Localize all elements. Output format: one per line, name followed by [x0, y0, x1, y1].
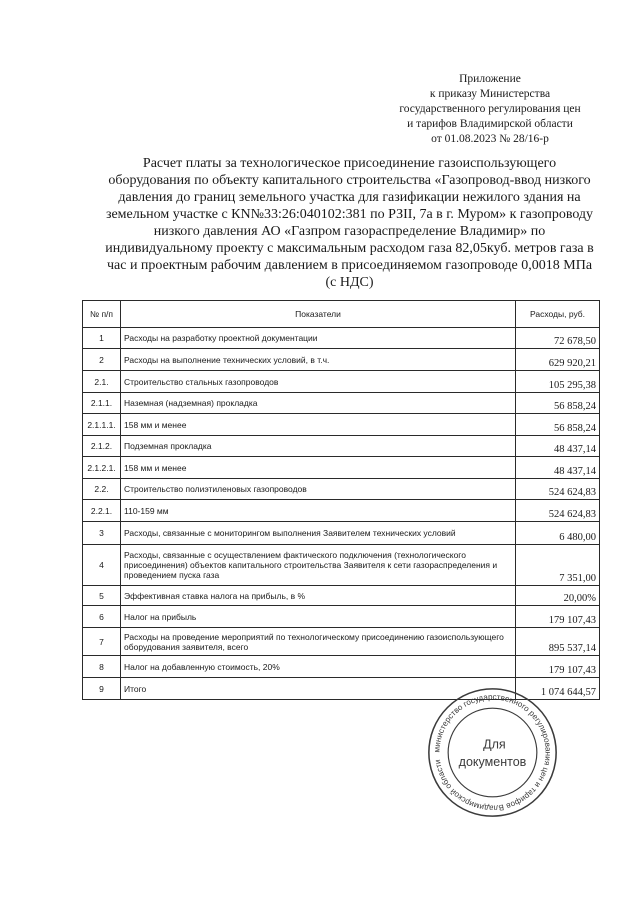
table-row — [83, 371, 600, 393]
row-amount: 56 858,24 — [516, 414, 600, 436]
row-num: 2 — [83, 349, 121, 371]
row-num: 2.1.1. — [83, 393, 121, 414]
table-row — [83, 414, 600, 436]
title-line: оборудования по объекту капитального строительства «Газопровод-ввод низкого — [108, 173, 591, 188]
row-num: 7 — [83, 628, 121, 656]
appendix-line: к приказу Министерства — [429, 88, 551, 100]
table-row — [83, 586, 600, 606]
appendix-line: государственного регулирования цен — [399, 103, 581, 115]
row-name: Наземная (надземная) прокладка — [121, 393, 516, 414]
row-amount: 48 437,14 — [516, 457, 600, 479]
document-title — [82, 155, 617, 291]
header-name: Показатели — [121, 301, 516, 328]
row-amount: 7 351,00 — [516, 545, 600, 586]
row-amount: 179 107,43 — [516, 606, 600, 628]
row-name: 158 мм и менее — [121, 457, 516, 479]
table-row — [83, 545, 600, 586]
stamp-center-line: Для — [483, 737, 506, 752]
row-amount: 524 624,83 — [516, 500, 600, 522]
row-amount: 72 678,50 — [516, 328, 600, 349]
title-line: час и проектным рабочим давлением в присоединяемом газопроводе 0,0018 МПа — [106, 258, 593, 273]
row-amount: 6 480,00 — [516, 522, 600, 545]
title-line: индивидуальному проекту с максимальным расходом газа 82,05куб. метров газа в — [105, 241, 594, 256]
row-num: 5 — [83, 586, 121, 606]
row-name: Итого — [121, 678, 516, 700]
title-line: Расчет платы за технологическое присоединение газоиспользующего — [142, 156, 557, 171]
row-num: 6 — [83, 606, 121, 628]
row-name: Налог на прибыль — [121, 606, 516, 628]
row-name: Эффективная ставка налога на прибыль, в % — [121, 586, 516, 606]
appendix-line: от 01.08.2023 № 28/16-р — [431, 133, 549, 145]
row-amount: 20,00% — [516, 586, 600, 606]
row-amount: 56 858,24 — [516, 393, 600, 414]
row-name: Налог на добавленную стоимость, 20% — [121, 656, 516, 678]
stamp-inner-ring — [448, 708, 537, 797]
table-row — [83, 436, 600, 457]
row-amount: 895 537,14 — [516, 628, 600, 656]
row-name: Расходы, связанные с мониторингом выполнения Заявителем технических условий — [121, 522, 516, 545]
title-line: земельном участке с КN№33:26:040102:381 по РЗII, 7а в г. Муром» к газопроводу — [105, 207, 594, 222]
appendix-header — [380, 72, 600, 147]
table-row — [83, 479, 600, 500]
table-row — [83, 500, 600, 522]
row-name: Расходы на выполнение технических условий, в т.ч. — [121, 349, 516, 371]
table-row — [83, 328, 600, 349]
table-row — [83, 457, 600, 479]
row-amount: 524 624,83 — [516, 479, 600, 500]
title-line: давления до границ земельного участка для газификации нежилого здания на — [118, 190, 581, 205]
row-amount: 1 074 644,57 — [516, 678, 600, 700]
row-num: 9 — [83, 678, 121, 700]
row-num: 2.1.2.1. — [83, 457, 121, 479]
row-amount: 629 920,21 — [516, 349, 600, 371]
calculation-table — [82, 300, 600, 700]
row-num: 8 — [83, 656, 121, 678]
row-num: 1 — [83, 328, 121, 349]
row-name: Расходы на проведение мероприятий по технологическому присоединению газоиспользующего оборудования заявителя, всего — [121, 628, 516, 656]
header-amount: Расходы, руб. — [516, 301, 600, 328]
row-num: 2.1. — [83, 371, 121, 393]
table-row — [83, 606, 600, 628]
table-row — [83, 522, 600, 545]
row-num: 4 — [83, 545, 121, 586]
table-row — [83, 393, 600, 414]
row-name: Расходы на разработку проектной документации — [121, 328, 516, 349]
row-name: 110-159 мм — [121, 500, 516, 522]
row-amount: 105 295,38 — [516, 371, 600, 393]
row-num: 3 — [83, 522, 121, 545]
title-line: (с НДС) — [325, 275, 374, 290]
appendix-line: и тарифов Владимирской области — [407, 118, 573, 130]
row-name: Строительство полиэтиленовых газопроводов — [121, 479, 516, 500]
header-num: № п/п — [83, 301, 121, 328]
row-num: 2.2.1. — [83, 500, 121, 522]
row-name: Расходы, связанные с осуществлением фактического подключения (технологического присоединения) объектов капитального строительства Заявителя к сети газораспределения и проведением пуска газа — [121, 545, 516, 586]
row-amount: 179 107,43 — [516, 656, 600, 678]
stamp-ring-text — [432, 692, 552, 812]
stamp-center-line: документов — [458, 755, 527, 769]
table-row — [83, 628, 600, 656]
title-line: низкого давления АО «Газпром газораспределение Владимир» по — [153, 224, 546, 239]
round-stamp — [425, 685, 560, 820]
row-num: 2.1.2. — [83, 436, 121, 457]
row-name: 158 мм и менее — [121, 414, 516, 436]
row-name: Подземная прокладка — [121, 436, 516, 457]
stamp-ring-path-text: министерство государственного регулирования цен и тарифов Владимирской области — [432, 692, 553, 813]
table-row — [83, 349, 600, 371]
table-header-row — [83, 301, 600, 328]
appendix-line: Приложение — [459, 73, 521, 85]
row-num: 2.1.1.1. — [83, 414, 121, 436]
row-num: 2.2. — [83, 479, 121, 500]
row-name: Строительство стальных газопроводов — [121, 371, 516, 393]
table-row — [83, 656, 600, 678]
row-amount: 48 437,14 — [516, 436, 600, 457]
